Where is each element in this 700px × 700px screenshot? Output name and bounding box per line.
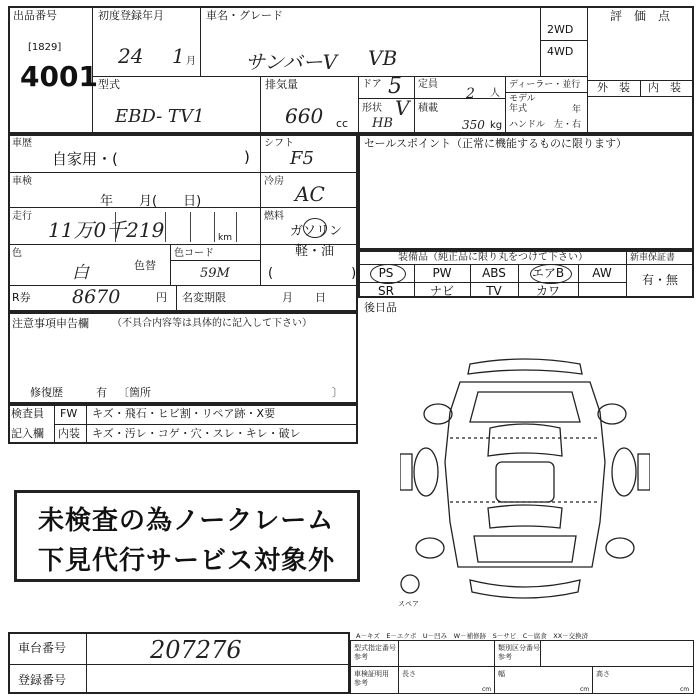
form-outer-frame bbox=[8, 6, 694, 134]
equip-leather: カワ bbox=[535, 284, 560, 298]
warranty-label: 新車保証書 bbox=[630, 253, 676, 263]
equip-airbag: エアB bbox=[531, 266, 565, 280]
first-reg-label: 初度登録年月 bbox=[98, 9, 164, 22]
vehicle-diagram bbox=[400, 352, 650, 612]
cert2-label: 車検証明用 参考 bbox=[354, 670, 389, 687]
int-label: 内装 bbox=[58, 427, 80, 440]
interior-label: 内 装 bbox=[648, 81, 681, 94]
fw-text: キズ・飛石・ヒビ割・リペア跡・X要 bbox=[92, 407, 276, 420]
capacity-unit: 人 bbox=[490, 88, 500, 99]
fuel-circle bbox=[303, 218, 327, 238]
lot-number: 4001 bbox=[20, 60, 98, 93]
repair-close: 〕 bbox=[332, 386, 343, 399]
type-value: EBD- TV1 bbox=[115, 106, 205, 127]
length-label: 長さ bbox=[402, 670, 416, 678]
first-reg-month-unit: 月 bbox=[186, 56, 196, 67]
rating-label: 評 価 点 bbox=[610, 9, 671, 23]
first-reg-month: 1 bbox=[172, 44, 185, 68]
model-grade: VB bbox=[368, 46, 398, 70]
drive-4wd: 4WD bbox=[547, 45, 574, 58]
load-label: 積載 bbox=[418, 103, 438, 114]
model-name: サンバーV bbox=[245, 50, 338, 74]
model-year-unit: 年 bbox=[572, 105, 582, 115]
equip-airbag-circle bbox=[530, 264, 572, 284]
equip-aw: AW bbox=[592, 266, 612, 280]
mileage-value: 11万0千219 bbox=[48, 218, 165, 242]
color-value: 白 bbox=[72, 263, 89, 283]
ac-label: 冷房 bbox=[264, 176, 284, 187]
equip-tv: TV bbox=[486, 284, 502, 298]
recycle-value: 8670 bbox=[72, 286, 121, 308]
fuel-label: 燃料 bbox=[264, 211, 284, 222]
ac-value: AC bbox=[295, 182, 325, 206]
equip-abs: ABS bbox=[482, 266, 506, 280]
equip-sr: SR bbox=[378, 284, 394, 298]
recycle-unit: 円 bbox=[156, 291, 167, 304]
equip-ps-circle bbox=[370, 264, 406, 284]
height-cm: cm bbox=[680, 686, 690, 693]
spare-label: スペア bbox=[398, 600, 419, 608]
mileage-unit: km bbox=[218, 233, 232, 243]
load-value: 350 bbox=[462, 118, 485, 132]
equip-navi: ナビ bbox=[429, 284, 454, 298]
dealer-label: ディーラー・並行 bbox=[509, 80, 581, 90]
shift-label: シフト bbox=[264, 138, 294, 149]
caution-note: （不具合内容等は具体的に記入して下さい） bbox=[112, 318, 312, 329]
usage-label: 車歴 bbox=[12, 138, 32, 149]
fuel-alt: 軽・油 bbox=[295, 244, 335, 259]
shift-value: F5 bbox=[290, 148, 314, 169]
damage-legend: A－キズ E－エクボ U－凹み W－補修跡 S－サビ C－腐食 XX－交換済 bbox=[356, 632, 589, 640]
shape-value: V bbox=[395, 96, 410, 120]
color-code-label: 色コード bbox=[174, 248, 214, 259]
inspector-label-2: 記入欄 bbox=[11, 427, 44, 440]
name-change-value: 月 日 bbox=[282, 291, 326, 304]
warranty-value: 有・無 bbox=[641, 273, 678, 287]
shape-sub: HB bbox=[372, 116, 393, 131]
door-label: ドア bbox=[362, 79, 382, 90]
inspector-label-1: 検査員 bbox=[11, 407, 44, 420]
equip-ps: PS bbox=[378, 266, 394, 280]
displacement-label: 排気量 bbox=[265, 78, 298, 91]
repair-label: 修復歴 bbox=[30, 386, 63, 399]
load-unit: kg bbox=[490, 120, 503, 131]
exterior-label: 外 装 bbox=[597, 81, 630, 94]
chassis-value: 207276 bbox=[150, 636, 242, 664]
capacity-value: 2 bbox=[466, 86, 475, 102]
sales-point-label: セールスポイント（正常に機能するものに限ります） bbox=[364, 137, 628, 150]
name-change-label: 名変期限 bbox=[182, 291, 226, 304]
recycle-label: R券 bbox=[12, 291, 31, 304]
class-label: 類別区分番号 参考 bbox=[498, 644, 540, 661]
type-label: 型式 bbox=[98, 78, 120, 91]
length-cm: cm bbox=[482, 686, 492, 693]
displacement-value: 660 bbox=[285, 104, 324, 128]
first-reg-year: 24 bbox=[118, 44, 144, 68]
equipment-title: 装備品（純正品に限り丸をつけて下さい） bbox=[398, 252, 588, 263]
color-change-label: 色替 bbox=[134, 259, 156, 272]
width-label: 幅 bbox=[498, 670, 505, 678]
repair-value: 有 bbox=[96, 386, 107, 399]
lot-label: 出品番号 bbox=[13, 9, 57, 22]
sales-point-box bbox=[358, 134, 694, 250]
stamp-line-2: 下見代行サービス対象外 bbox=[38, 546, 336, 576]
aftermarket-label: 後日品 bbox=[364, 301, 397, 314]
model-year-label: モデル 年式 bbox=[509, 94, 536, 114]
repair-place: 〔箇所 bbox=[118, 386, 151, 399]
chassis-label: 車台番号 bbox=[18, 641, 67, 655]
displacement-unit: cc bbox=[336, 117, 349, 130]
cert1-label: 型式指定番号 参考 bbox=[354, 644, 396, 661]
model-label: 車名・グレード bbox=[206, 9, 283, 22]
capacity-label: 定員 bbox=[418, 79, 438, 90]
usage-close: ) bbox=[244, 148, 250, 166]
usage-value: 自家用・( bbox=[52, 150, 118, 168]
fw-label: FW bbox=[60, 407, 78, 420]
color-code-value: 59M bbox=[200, 266, 230, 281]
shape-label: 形状 bbox=[362, 103, 382, 114]
inspection-label: 車検 bbox=[12, 176, 32, 187]
reg-label: 登録番号 bbox=[18, 673, 67, 687]
width-cm: cm bbox=[580, 686, 590, 693]
drive-2wd: 2WD bbox=[547, 23, 574, 36]
caution-label: 注意事項申告欄 bbox=[12, 317, 89, 330]
equip-pw: PW bbox=[432, 266, 452, 280]
color-label: 色 bbox=[12, 248, 22, 259]
mileage-label: 走行 bbox=[12, 211, 32, 222]
fuel-value: ガソリン bbox=[290, 224, 343, 239]
fuel-paren: ( ) bbox=[268, 266, 357, 281]
door-value: 5 bbox=[388, 74, 402, 99]
lot-sub: [1829] bbox=[28, 42, 62, 53]
inspection-value: 年 月( 日) bbox=[100, 194, 202, 209]
height-label: 高さ bbox=[596, 670, 610, 678]
stamp-line-1: 未検査の為ノークレーム bbox=[38, 506, 335, 536]
int-text: キズ・汚レ・コゲ・穴・スレ・キレ・破レ bbox=[92, 427, 301, 440]
handle-label: ハンドル 左・右 bbox=[509, 120, 582, 130]
